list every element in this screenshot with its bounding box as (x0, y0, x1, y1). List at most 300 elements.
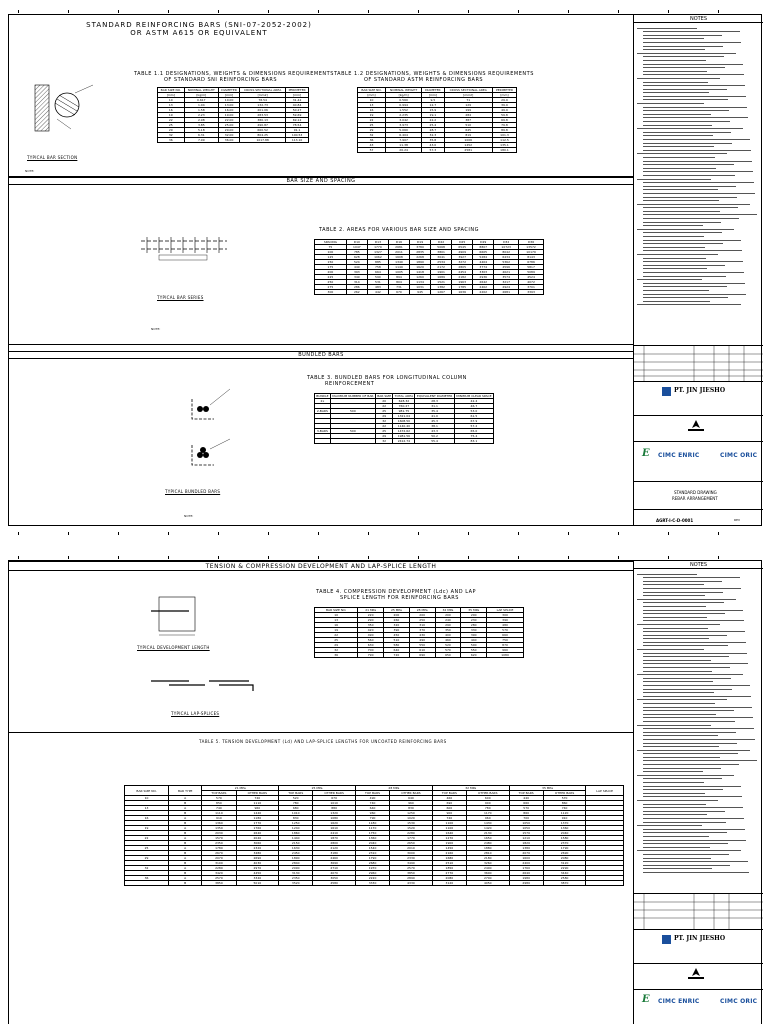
ruler-tick (568, 10, 569, 13)
table-5-cell: 2290 (543, 866, 586, 871)
table-5-cell: 700 (509, 816, 543, 821)
table-1-2-cell: 129 (444, 103, 492, 108)
table-5-cell: 2350 (202, 841, 236, 846)
table-1-2-cell: 59.8 (492, 113, 516, 118)
table-3-header-cell: MINIMUM CLEAR SPACE (456, 394, 492, 398)
table-1-1-cell: 32.00 (219, 133, 240, 138)
table-5-cell: 3850 (202, 881, 236, 886)
table-1-1-unit-cell: [kg/m] (184, 93, 218, 98)
table-5-cell: 5010 (236, 881, 279, 886)
table-2-cell: 4404 (473, 260, 494, 265)
table-3-cell: 760.27 (393, 404, 415, 409)
table-5-cell: B (169, 811, 202, 816)
table-5-cell: 2330 (390, 856, 433, 861)
table-3-cell: 29 (376, 434, 393, 439)
table-2-cell: 1770 (367, 245, 388, 250)
typical-lap-splices-label: TYPICAL LAP-SPLICES (171, 711, 220, 716)
table-5-cell: 2670 (202, 851, 236, 856)
table-2-cell: 5068 (431, 245, 452, 250)
table-4-cell: 200 (435, 613, 461, 618)
table-1-1-cell: 36.00 (219, 138, 240, 143)
table-2-cell: 6786 (519, 260, 544, 265)
revision-block-2 (634, 894, 763, 930)
client-block-2 (634, 990, 763, 1024)
table-4-cell: 650 (435, 653, 461, 658)
table-1-1-header-cell: DIAMETER (219, 88, 240, 93)
table-5-cell: 2010 (390, 846, 433, 851)
table-5-cell: 1980 (509, 876, 543, 881)
table-4-cell: 200 (409, 613, 435, 618)
table-1-2-cell: 7.907 (385, 138, 421, 143)
table-4-cell: 550 (461, 648, 487, 653)
table-1-2-cell: 5.060 (385, 128, 421, 133)
development-length-section (9, 571, 633, 733)
ruler-tick (68, 532, 69, 535)
table-1-2-header-cell: DIAMETER (422, 88, 444, 93)
table-1-2-cell: 35.8 (422, 138, 444, 143)
table-5-cell: 2350 (279, 876, 313, 881)
table-3-cell: 35.4 (415, 409, 454, 414)
table-5-cell: B (169, 831, 202, 836)
typical-bar-series-drawing (139, 235, 229, 265)
table-5-cell: 3260 (466, 861, 509, 866)
table-2-cell: 2805 (452, 265, 473, 270)
table-4-cell: 610 (409, 648, 435, 653)
table-3-cell: 31.1 (415, 404, 454, 409)
table-3-header-cell: TOTAL AREA (394, 394, 414, 398)
table-2-cell: 2182 (452, 275, 473, 280)
table-5-cell: 2080 (543, 856, 586, 861)
ruler-tick (568, 556, 569, 559)
table-5-cell: 4030 (236, 861, 279, 866)
table-2-cell: 5089 (519, 270, 544, 275)
table-1-2-cell: 9.5 (422, 98, 444, 103)
table-2-header-cell: SPACING (315, 240, 347, 245)
table-3-cell: 67.9 (454, 419, 493, 424)
table-1-2-cell: 39.9 (492, 103, 516, 108)
table-2-cell: 1689 (431, 275, 452, 280)
typical-bar-section-drawing (31, 81, 101, 137)
table-5-cell: 1180 (236, 816, 279, 821)
table-2-cell: 3701 (519, 285, 544, 290)
table-4-cell: 400 (435, 633, 461, 638)
ruler-tick (368, 556, 369, 559)
table-3-cell: 500 (330, 429, 375, 434)
table-5-cell: 1450 (432, 846, 466, 851)
ruler-tick (618, 10, 619, 13)
table-1-1-cell: 19 (158, 113, 185, 118)
table-5-cell: 1270 (432, 836, 466, 841)
table-2-cell: 1785 (452, 285, 473, 290)
table-5-cell: 1600 (509, 856, 543, 861)
table-5-cell: 2120 (313, 846, 356, 851)
table-2-cell: 5817 (519, 265, 544, 270)
table-5-cell: 3100 (202, 861, 236, 866)
table-3-cell: 75.4 (454, 434, 493, 439)
table-1-2-header-cell: CROSS SECTIONAL AREA (444, 88, 492, 93)
table-4-cell: 29 (315, 643, 358, 648)
table-1-2-cell: 49.9 (492, 108, 516, 113)
table-5-cell: 910 (543, 816, 586, 821)
ruler-tick (218, 532, 219, 535)
table-5-cell: 3000 (390, 851, 433, 856)
table-4-cell: 490 (409, 638, 435, 643)
table-5-cell: 2460 (313, 856, 356, 861)
table-5-cell: 10 (125, 796, 169, 801)
table-5-cell: 690 (432, 801, 466, 806)
table-5-cell: 3420 (202, 871, 236, 876)
table-1-2-header-cell: BAR SIZE NO. (358, 88, 386, 93)
title-block-2 (634, 893, 763, 1024)
drawing-title-block (634, 482, 763, 510)
ruler-tick (668, 532, 669, 535)
table-5-cell: 780 (466, 806, 509, 811)
table-4-cell: 230 (461, 618, 487, 623)
table-5-cell: 1570 (509, 831, 543, 836)
table-2-cell: 2402 (473, 285, 494, 290)
table-1-2-cell: 0.994 (385, 103, 421, 108)
table-3-cell: 43.3 (415, 429, 454, 434)
bar-size-spacing-header: BAR SIZE AND SPACING (9, 177, 633, 185)
table-5-cell: 1630 (279, 846, 313, 851)
table-5-cell: A (169, 826, 202, 831)
table-2-cell: 524 (346, 260, 367, 265)
table-5-cell: A (169, 876, 202, 881)
table-2-cell: 1963 (452, 280, 473, 285)
table-5-cell: 1320 (313, 811, 356, 816)
table-2-cell: 731 (388, 285, 409, 290)
table-2-cell: 100 (315, 250, 347, 255)
table-1-1-cell: 13.00 (219, 103, 240, 108)
table-1-1-cell: 6.31 (184, 133, 218, 138)
table-5-cell: 1110 (202, 811, 236, 816)
table-1-2-unit-cell: [mm] (358, 93, 386, 98)
table-2-cell: 2454 (452, 270, 473, 275)
ruler-tick (118, 532, 119, 535)
table-4-cell: 290 (435, 623, 461, 628)
table-1-1-cell: 36 (158, 138, 185, 143)
table-1-1-cell: 22 (158, 118, 185, 123)
table-5-cell: 2890 (390, 876, 433, 881)
table-2-cell: 2011 (388, 250, 409, 255)
table-2-cell: 4072 (519, 280, 544, 285)
table-3-cell: 53.0 (454, 409, 493, 414)
table-3-cell: 628.32 (393, 399, 415, 404)
table-2-cell: 1134 (410, 280, 431, 285)
table-5-cell: 1790 (543, 846, 586, 851)
table-5-cell: 600 (432, 806, 466, 811)
table-2-cell: 3393 (519, 290, 544, 295)
table-4-cell: 510 (384, 638, 410, 643)
table-4-cell: 370 (409, 628, 435, 633)
table-2-cell: 314 (346, 280, 367, 285)
typical-bar-series-label: TYPICAL BAR SERIES (157, 295, 204, 300)
table-1-2-title (334, 71, 534, 83)
table-3-cell: 1472.62 (393, 429, 415, 434)
table-2-cell: 5284 (473, 255, 494, 260)
table-3-cell: 55.4 (415, 439, 454, 444)
top-ruler-sheet-1 (8, 4, 762, 12)
table-1-1-cell: 78.54 (286, 123, 309, 128)
table-3-cell: 32 (376, 419, 393, 424)
table-2-cell: 664 (367, 270, 388, 275)
table-2-header-cell: D22 (431, 240, 452, 245)
table-1-1-cell: 22.00 (219, 118, 240, 123)
table-5-cell: 2040 (355, 841, 389, 846)
table-2-cell: 1260 (410, 275, 431, 280)
table-2-cell: 483 (367, 285, 388, 290)
table-4-cell: 330 (461, 628, 487, 633)
table-1-2-cell: 101.3 (492, 133, 516, 138)
table-5-cell: 1100 (432, 821, 466, 826)
table-2-cell: 894 (388, 275, 409, 280)
table-4-cell: 690 (409, 653, 435, 658)
table-4-cell: 16 (315, 623, 358, 628)
table-5 (124, 785, 624, 886)
sheet-1-title-line-1: STANDARD REINFORCING BARS (SNI-07-2052-2002) (86, 21, 312, 29)
table-4-cell: 750 (487, 638, 524, 643)
table-2-header-cell: D36 (519, 240, 544, 245)
section-3-note: NOTE: (184, 514, 194, 518)
table-2-cell: 2172 (431, 265, 452, 270)
table-1-2-cell: 819 (444, 133, 492, 138)
table-5-cell: 2130 (466, 831, 509, 836)
table-4-header-cell: 35 MPa (461, 608, 487, 613)
table-3-header-cell: BUNDLE (316, 394, 329, 398)
table-2-cell: 1327 (367, 250, 388, 255)
table-3-header-cell: EQUIVALENT DIAMETER (416, 394, 453, 398)
table-2-cell: 2936 (473, 275, 494, 280)
table-2-header-cell: D13 (367, 240, 388, 245)
table-2-cell: 785 (346, 250, 367, 255)
drawing-sheet-2 (8, 560, 762, 1024)
ruler-tick (418, 556, 419, 559)
table-5-cell: 1240 (279, 826, 313, 831)
table-2-cell: 4524 (519, 275, 544, 280)
owner-logo-icon (686, 420, 706, 434)
table-4-cell: 10 (315, 613, 358, 618)
table-5-cell: 1440 (236, 811, 279, 816)
note-line (637, 302, 741, 306)
table-2-cell: 349 (346, 275, 367, 280)
table-5-cell: 780 (279, 801, 313, 806)
table-1-2-title-line-2: OF STANDARD ASTM REINFORCING BARS (364, 77, 484, 83)
table-4-cell: 19 (315, 628, 358, 633)
table-2-cell: 393 (346, 270, 367, 275)
table-2-cell: 8143 (519, 255, 544, 260)
table-5-cell: A (169, 866, 202, 871)
table-1-1-header-cell: BAR SIZE NO. (158, 88, 185, 93)
table-3-cell: 46.7 (454, 404, 493, 409)
table-5-cell: 1420 (466, 826, 509, 831)
table-1-1-cell: 1.58 (184, 108, 218, 113)
table-3-cell: 83.1 (454, 439, 493, 444)
table-5-cell: B (169, 801, 202, 806)
table-5-cell: 3600 (466, 871, 509, 876)
table-5-cell: 640 (355, 806, 389, 811)
table-4-cell: 390 (487, 618, 524, 623)
table-5-cell: 2480 (466, 841, 509, 846)
table-5-sub-cell: OTHER BARS (543, 791, 586, 796)
typical-bundled-bars-label: TYPICAL BUNDLED BARS (165, 489, 221, 494)
table-4-cell: 700 (358, 648, 384, 653)
table-1-1-cell: 113.10 (286, 138, 309, 143)
ruler-tick (218, 10, 219, 13)
table-5-cell: 4580 (313, 881, 356, 886)
table-5-cell: 2410 (313, 831, 356, 836)
table-5-cell: 3490 (390, 861, 433, 866)
table-3-cell (330, 439, 375, 444)
table-5-cell: 2510 (432, 861, 466, 866)
table-1-2-unit-cell: [kg/m] (385, 93, 421, 98)
table-5-cell: 2680 (355, 861, 389, 866)
table-5-cell: 1650 (466, 836, 509, 841)
table-4-cell: 320 (384, 623, 410, 628)
table-1-1-cell: 1.04 (184, 103, 218, 108)
table-5-cell: 520 (279, 796, 313, 801)
table-5-cell: 1360 (543, 826, 586, 831)
table-5-cell: 3440 (543, 871, 586, 876)
table-2-header-cell: D32 (494, 240, 519, 245)
table-5-cell: A (169, 796, 202, 801)
table-1-2-cell: 89.8 (492, 128, 516, 133)
table-1-1-cell: 91.1 (286, 128, 309, 133)
table-4-cell: 440 (461, 638, 487, 643)
table-5-cell: A (169, 846, 202, 851)
table-2-cell: 3801 (431, 250, 452, 255)
table-4-cell: 560 (358, 638, 384, 643)
table-1-2-cell: 6.404 (385, 133, 421, 138)
table-5-cell: 460 (432, 796, 466, 801)
contractor-block-2 (634, 930, 763, 964)
table-1-2-unit-cell: [mm] (422, 93, 444, 98)
table-5-sub-cell: TOP BARS (202, 791, 236, 796)
table-5-cell: 2800 (313, 841, 356, 846)
table-5-cell: 2090 (279, 866, 313, 871)
table-4-header-cell: 25 MPa (384, 608, 410, 613)
table-5-cell: 440 (509, 796, 543, 801)
table-1-2-unit-cell: [mm2] (444, 93, 492, 98)
table-2-cell: 1005 (388, 270, 409, 275)
table-5-cell: 1610 (313, 826, 356, 831)
cimc-enric-name: CIMC ENRIC (658, 452, 700, 459)
table-5-cell: 900 (432, 811, 466, 816)
table-2-header-cell: D29 (473, 240, 494, 245)
table-5-cell: 740 (202, 806, 236, 811)
table-2-cell: 804 (388, 280, 409, 285)
revision-grid-2 (634, 894, 763, 930)
table-5-cell: 1580 (543, 836, 586, 841)
table-1-1-cell: 804.25 (240, 133, 286, 138)
table-1-2-cell: 29 (358, 128, 386, 133)
table-2-cell: 4596 (494, 265, 519, 270)
table-5-cell: 1430 (466, 821, 509, 826)
table-2-cell: 75 (315, 245, 347, 250)
table-2-cell: 6605 (473, 250, 494, 255)
table-5-title: TABLE 5. TENSION DEVELOPMENT (Ld) AND LAP-SPLICE LENGTHS FOR UNCOATED REINFORCING BARS (199, 739, 447, 744)
table-1-1-cell: 1017.88 (240, 138, 286, 143)
drawing-title-line-2: REBAR ARRANGEMENT (672, 496, 718, 501)
table-5-cell: 740 (543, 806, 586, 811)
table-1-2-cell: 13 (358, 103, 386, 108)
table-2-cell: 1636 (452, 290, 473, 295)
table-4-cell: 25 (315, 638, 358, 643)
table-4-cell: 310 (409, 623, 435, 628)
table-5-cell: 3060 (236, 841, 279, 846)
table-5-cell: 1170 (466, 811, 509, 816)
table-1-1-cell: 3.85 (184, 123, 218, 128)
table-1-1-cell: 19.00 (219, 113, 240, 118)
table-2-cell: 590 (367, 275, 388, 280)
table-2-title: TABLE 2. AREAS FOR VARIOUS BAR SIZE AND SPACING (319, 227, 479, 233)
table-2-cell: 225 (315, 275, 347, 280)
table-5-cell: 2070 (202, 856, 236, 861)
ruler-tick (468, 532, 469, 535)
table-5-cell: B (169, 871, 202, 876)
table-5-cell: 830 (279, 816, 313, 821)
table-5-cell: A (169, 806, 202, 811)
table-1-2 (357, 87, 517, 153)
sheet-1-main-area (9, 15, 634, 525)
table-5-cell: 2400 (466, 866, 509, 871)
ruler-tick (468, 10, 469, 13)
table-1-2-cell: 2581 (444, 148, 492, 153)
ruler-tick (618, 556, 619, 559)
table-3-cell: 20 (376, 399, 393, 404)
table-5-cell: 570 (509, 806, 543, 811)
table-3-cell: 25 (376, 429, 393, 434)
table-5-cell: 32 (125, 866, 169, 871)
table-3-header-row (315, 394, 494, 399)
table-5-cell: 2030 (202, 831, 236, 836)
table-5-cell: 850 (202, 801, 236, 806)
table-1-1-cell: 29 (158, 128, 185, 133)
table-3-cell: 2412.74 (393, 439, 415, 444)
ruler-tick (268, 532, 269, 535)
cimc-enric-name-2: CIMC ENRIC (658, 998, 700, 1005)
table-5-cell: 1100 (432, 826, 466, 831)
table-1-2-cell: 135.1 (492, 143, 516, 148)
typical-development-length-drawing (149, 591, 219, 641)
table-5-cell: 910 (202, 816, 236, 821)
table-5-cell: 1540 (355, 846, 389, 851)
table-4-title (316, 589, 476, 601)
table-1-1-cell: 10.00 (219, 98, 240, 103)
drawing-number-block (634, 510, 763, 528)
table-2-cell: 449 (346, 265, 367, 270)
cimc-logo-icon: E (642, 448, 650, 459)
ruler-tick (518, 532, 519, 535)
table-5-cell: 2280 (202, 866, 236, 871)
table-2-cell: 8807 (473, 245, 494, 250)
sheet-1-side-panel (634, 15, 763, 525)
table-5-cell: 2570 (390, 866, 433, 871)
table-4-cell: 250 (409, 618, 435, 623)
table-1-1-cell: 69.12 (286, 118, 309, 123)
table-4-cell: 460 (435, 638, 461, 643)
table-2-cell: 885 (367, 260, 388, 265)
table-5-cell: 3050 (313, 876, 356, 881)
table-2-cell: 1340 (388, 260, 409, 265)
table-5-cell: 3180 (313, 851, 356, 856)
table-1-1-cell: 490.87 (240, 123, 286, 128)
table-4-cell: 550 (409, 643, 435, 648)
table-5-cell: 4050 (466, 881, 509, 886)
table-5-cell: 2650 (390, 841, 433, 846)
table-1-2-unit-cell: [mm] (492, 93, 516, 98)
table-4-cell: 260 (384, 618, 410, 623)
table-2-cell: 3574 (494, 275, 519, 280)
